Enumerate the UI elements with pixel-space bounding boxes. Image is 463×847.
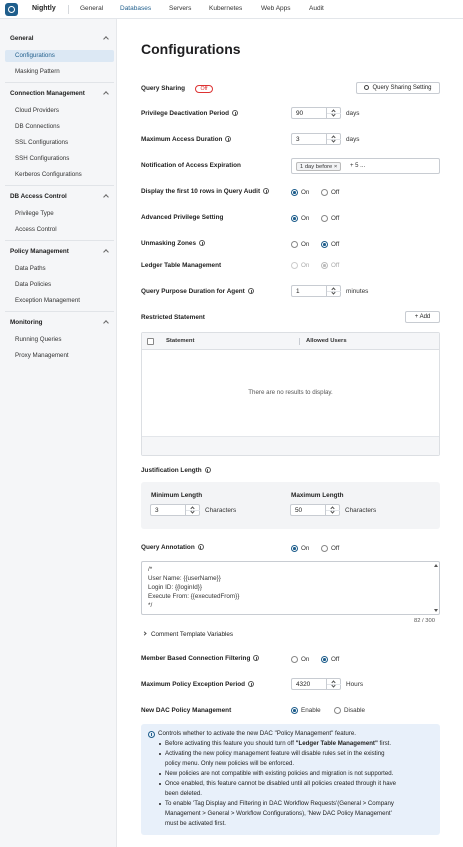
member-filtering-label: Member Based Connection Filtering bbox=[141, 655, 259, 662]
nav-general[interactable]: General bbox=[80, 5, 104, 12]
max-access-duration-stepper[interactable]: 3 bbox=[291, 133, 341, 145]
minimum-length-label: Minimum Length bbox=[151, 492, 203, 499]
environment-name: Nightly bbox=[32, 5, 56, 12]
new-dac-info-box bbox=[141, 724, 440, 835]
nav-databases[interactable]: Databases bbox=[120, 5, 152, 12]
add-button[interactable]: + Add bbox=[405, 311, 440, 323]
stepper-arrows[interactable] bbox=[326, 134, 340, 144]
unit-label: minutes bbox=[346, 288, 369, 295]
top-navigation-bar bbox=[0, 0, 463, 19]
info-bullet: Before activating this feature you should turn off "Ledger Table Management" first. bbox=[165, 739, 433, 749]
sidebar-item-access-control[interactable]: Access Control bbox=[15, 226, 57, 233]
advanced-privilege-off-radio[interactable] bbox=[321, 215, 328, 222]
ledger-table-on-radio[interactable] bbox=[291, 262, 298, 269]
unit-label: Characters bbox=[345, 507, 377, 514]
radio-label: On bbox=[301, 545, 310, 552]
chevron-right-icon bbox=[142, 631, 146, 635]
empty-state-text: There are no results to display. bbox=[248, 389, 333, 396]
radio-label: On bbox=[301, 262, 310, 269]
sidebar-item-data-policies[interactable]: Data Policies bbox=[15, 281, 52, 288]
ledger-table-label: Ledger Table Management bbox=[141, 262, 222, 269]
unmasking-zones-on-radio[interactable] bbox=[291, 241, 298, 248]
column-divider bbox=[299, 338, 300, 345]
info-heading: Controls whether to activate the new DAC "Policy Management" feature. bbox=[158, 730, 357, 737]
minimum-length-stepper[interactable]: 3 bbox=[150, 504, 200, 516]
app-logo-icon[interactable] bbox=[5, 3, 18, 16]
member-filtering-on-radio[interactable] bbox=[291, 656, 298, 663]
nav-web-apps[interactable]: Web Apps bbox=[261, 5, 291, 12]
notification-multiselect[interactable] bbox=[291, 158, 440, 174]
sidebar-item-configurations[interactable]: Configurations bbox=[15, 52, 55, 59]
stepper-arrows[interactable] bbox=[325, 505, 339, 515]
unit-label: Characters bbox=[205, 507, 237, 514]
unit-label: Hours bbox=[346, 681, 364, 688]
query-sharing-label: Query Sharing bbox=[141, 85, 186, 92]
chevron-up-icon[interactable] bbox=[103, 91, 109, 97]
sidebar-item-kerberos-configurations[interactable]: Kerberos Configurations bbox=[15, 171, 82, 178]
textarea-line: */ bbox=[148, 602, 153, 609]
radio-label: Off bbox=[331, 545, 340, 552]
info-icon[interactable] bbox=[253, 655, 259, 661]
info-bullet: Activating the new policy management feature will disable rules set in the existing policy menu. Only new policies will be enforced. bbox=[165, 749, 433, 769]
max-policy-exception-label: Maximum Policy Exception Period bbox=[141, 681, 254, 688]
selected-tag: 1 day before × bbox=[296, 162, 341, 171]
display-rows-off-radio[interactable] bbox=[321, 189, 328, 196]
divider bbox=[68, 5, 69, 14]
unmasking-zones-label: Unmasking Zones bbox=[141, 240, 205, 247]
info-icon[interactable] bbox=[248, 681, 254, 687]
maximum-length-label: Maximum Length bbox=[291, 492, 344, 499]
chevron-up-icon[interactable] bbox=[103, 194, 109, 200]
sidebar-item-exception-management[interactable]: Exception Management bbox=[15, 297, 81, 304]
info-icon[interactable] bbox=[225, 136, 231, 142]
stepper-arrows[interactable] bbox=[185, 505, 199, 515]
sidebar bbox=[0, 19, 117, 847]
table-header bbox=[142, 333, 439, 350]
info-icon[interactable] bbox=[263, 188, 269, 194]
nav-audit[interactable]: Audit bbox=[309, 5, 324, 12]
query-annotation-label: Query Annotation bbox=[141, 544, 204, 551]
sidebar-section-policy-management[interactable]: Policy Management bbox=[10, 248, 69, 255]
page-title: Configurations bbox=[141, 41, 241, 57]
divider bbox=[5, 311, 114, 312]
sidebar-section-connection-management[interactable]: Connection Management bbox=[10, 90, 85, 97]
textarea-line: Execute From: {{executedFrom}} bbox=[148, 593, 240, 600]
info-bullet: Once enabled, this feature cannot be disabled until all policies created through it have been deleted. bbox=[165, 779, 433, 799]
sidebar-item-proxy-management[interactable]: Proxy Management bbox=[15, 352, 69, 359]
unit-label: days bbox=[346, 110, 360, 117]
nav-kubernetes[interactable]: Kubernetes bbox=[209, 5, 243, 12]
justification-length-panel bbox=[141, 482, 440, 529]
nav-servers[interactable]: Servers bbox=[169, 5, 192, 12]
chevron-up-icon[interactable] bbox=[103, 320, 109, 326]
sidebar-section-db-access-control[interactable]: DB Access Control bbox=[10, 193, 67, 200]
radio-label: On bbox=[301, 189, 310, 196]
radio-label: Enable bbox=[301, 707, 321, 714]
close-icon[interactable]: × bbox=[333, 164, 338, 170]
status-badge: Off bbox=[195, 85, 213, 93]
unit-label: days bbox=[346, 136, 360, 143]
info-icon[interactable] bbox=[198, 544, 204, 550]
sidebar-item-privilege-type[interactable]: Privilege Type bbox=[15, 210, 54, 217]
notification-expiration-label: Notification of Access Expiration bbox=[141, 162, 241, 169]
sidebar-section-general[interactable]: General bbox=[10, 35, 34, 42]
character-counter: 82 / 300 bbox=[414, 618, 435, 624]
info-icon[interactable] bbox=[248, 288, 254, 294]
query-annotation-off-radio[interactable] bbox=[321, 545, 328, 552]
ledger-table-off-radio[interactable] bbox=[321, 262, 328, 269]
textarea-line: Login ID: {{loginId}} bbox=[148, 584, 202, 591]
info-bullet: To enable 'Tag Display and Filtering in DAC Workflow Requests'(General > Company Management > General > Workflow Configurations), 'New DAC Policy Management' must be activated first. bbox=[165, 799, 433, 830]
member-filtering-off-radio[interactable] bbox=[321, 656, 328, 663]
sidebar-item-data-paths[interactable]: Data Paths bbox=[15, 265, 46, 272]
info-icon[interactable] bbox=[232, 110, 238, 116]
divider bbox=[5, 82, 114, 83]
radio-label: Disable bbox=[344, 707, 365, 714]
radio-label: On bbox=[301, 656, 310, 663]
advanced-privilege-label: Advanced Privilege Setting bbox=[141, 214, 224, 221]
radio-label: On bbox=[301, 215, 310, 222]
query-annotation-on-radio[interactable] bbox=[291, 545, 298, 552]
maximum-length-stepper[interactable]: 50 bbox=[290, 504, 340, 516]
radio-label: Off bbox=[331, 656, 340, 663]
max-policy-exception-stepper[interactable]: 4320 bbox=[291, 678, 341, 690]
justification-length-label: Justification Length bbox=[141, 467, 211, 474]
comment-template-expander[interactable]: Comment Template Variables bbox=[143, 631, 233, 638]
stepper-arrows[interactable] bbox=[326, 286, 340, 296]
new-dac-enable-radio[interactable] bbox=[291, 707, 298, 714]
new-dac-label: New DAC Policy Management bbox=[141, 707, 232, 714]
query-purpose-stepper[interactable]: 1 bbox=[291, 285, 341, 297]
sidebar-item-running-queries[interactable]: Running Queries bbox=[15, 336, 62, 343]
query-sharing-setting-button[interactable]: Query Sharing Setting bbox=[356, 82, 440, 94]
privilege-deactivation-label: Privilege Deactivation Period bbox=[141, 110, 238, 117]
scrollbar[interactable] bbox=[433, 563, 438, 613]
privilege-deactivation-stepper[interactable]: 90 bbox=[291, 107, 341, 119]
stepper-arrows[interactable] bbox=[326, 679, 340, 689]
scroll-up-icon bbox=[434, 564, 438, 567]
divider bbox=[5, 185, 114, 186]
textarea-line: User Name: {{userName}} bbox=[148, 575, 221, 582]
divider bbox=[5, 240, 114, 241]
chevron-up-icon[interactable] bbox=[103, 36, 109, 42]
stepper-arrows[interactable] bbox=[326, 108, 340, 118]
query-annotation-textarea[interactable] bbox=[141, 561, 440, 615]
display-rows-label: Display the first 10 rows in Query Audit bbox=[141, 188, 269, 195]
radio-label: Off bbox=[331, 189, 340, 196]
unmasking-zones-off-radio[interactable] bbox=[321, 241, 328, 248]
query-purpose-label: Query Purpose Duration for Agent bbox=[141, 288, 254, 295]
sidebar-item-masking-pattern[interactable]: Masking Pattern bbox=[15, 68, 60, 75]
column-header-allowed-users[interactable]: Allowed Users bbox=[306, 338, 347, 344]
restricted-statement-table bbox=[141, 332, 440, 456]
info-icon[interactable] bbox=[199, 240, 205, 246]
info-icon bbox=[148, 731, 155, 738]
scroll-down-icon bbox=[434, 609, 438, 612]
info-bullet: New policies are not compatible with existing policies and migration is not supported. bbox=[165, 769, 433, 779]
display-rows-on-radio[interactable] bbox=[291, 189, 298, 196]
textarea-line: /* bbox=[148, 566, 153, 573]
chevron-up-icon[interactable] bbox=[103, 249, 109, 255]
info-icon[interactable] bbox=[205, 467, 211, 473]
radio-label: Off bbox=[331, 241, 340, 248]
table-footer bbox=[142, 436, 439, 455]
more-tags-count: + 5 ... bbox=[350, 163, 366, 169]
sidebar-item-db-connections[interactable]: DB Connections bbox=[15, 123, 60, 130]
max-access-duration-label: Maximum Access Duration bbox=[141, 136, 231, 143]
select-all-checkbox[interactable] bbox=[147, 338, 154, 345]
restricted-statement-label: Restricted Statement bbox=[141, 314, 205, 321]
radio-label: Off bbox=[331, 215, 340, 222]
gear-icon bbox=[364, 85, 369, 90]
column-header-statement[interactable]: Statement bbox=[166, 338, 195, 344]
sidebar-item-ssh-configurations[interactable]: SSH Configurations bbox=[15, 155, 70, 162]
sidebar-section-monitoring[interactable]: Monitoring bbox=[10, 319, 43, 326]
radio-label: Off bbox=[331, 262, 340, 269]
advanced-privilege-on-radio[interactable] bbox=[291, 215, 298, 222]
sidebar-item-ssl-configurations[interactable]: SSL Configurations bbox=[15, 139, 69, 146]
new-dac-disable-radio[interactable] bbox=[334, 707, 341, 714]
radio-label: On bbox=[301, 241, 310, 248]
sidebar-item-cloud-providers[interactable]: Cloud Providers bbox=[15, 107, 60, 114]
